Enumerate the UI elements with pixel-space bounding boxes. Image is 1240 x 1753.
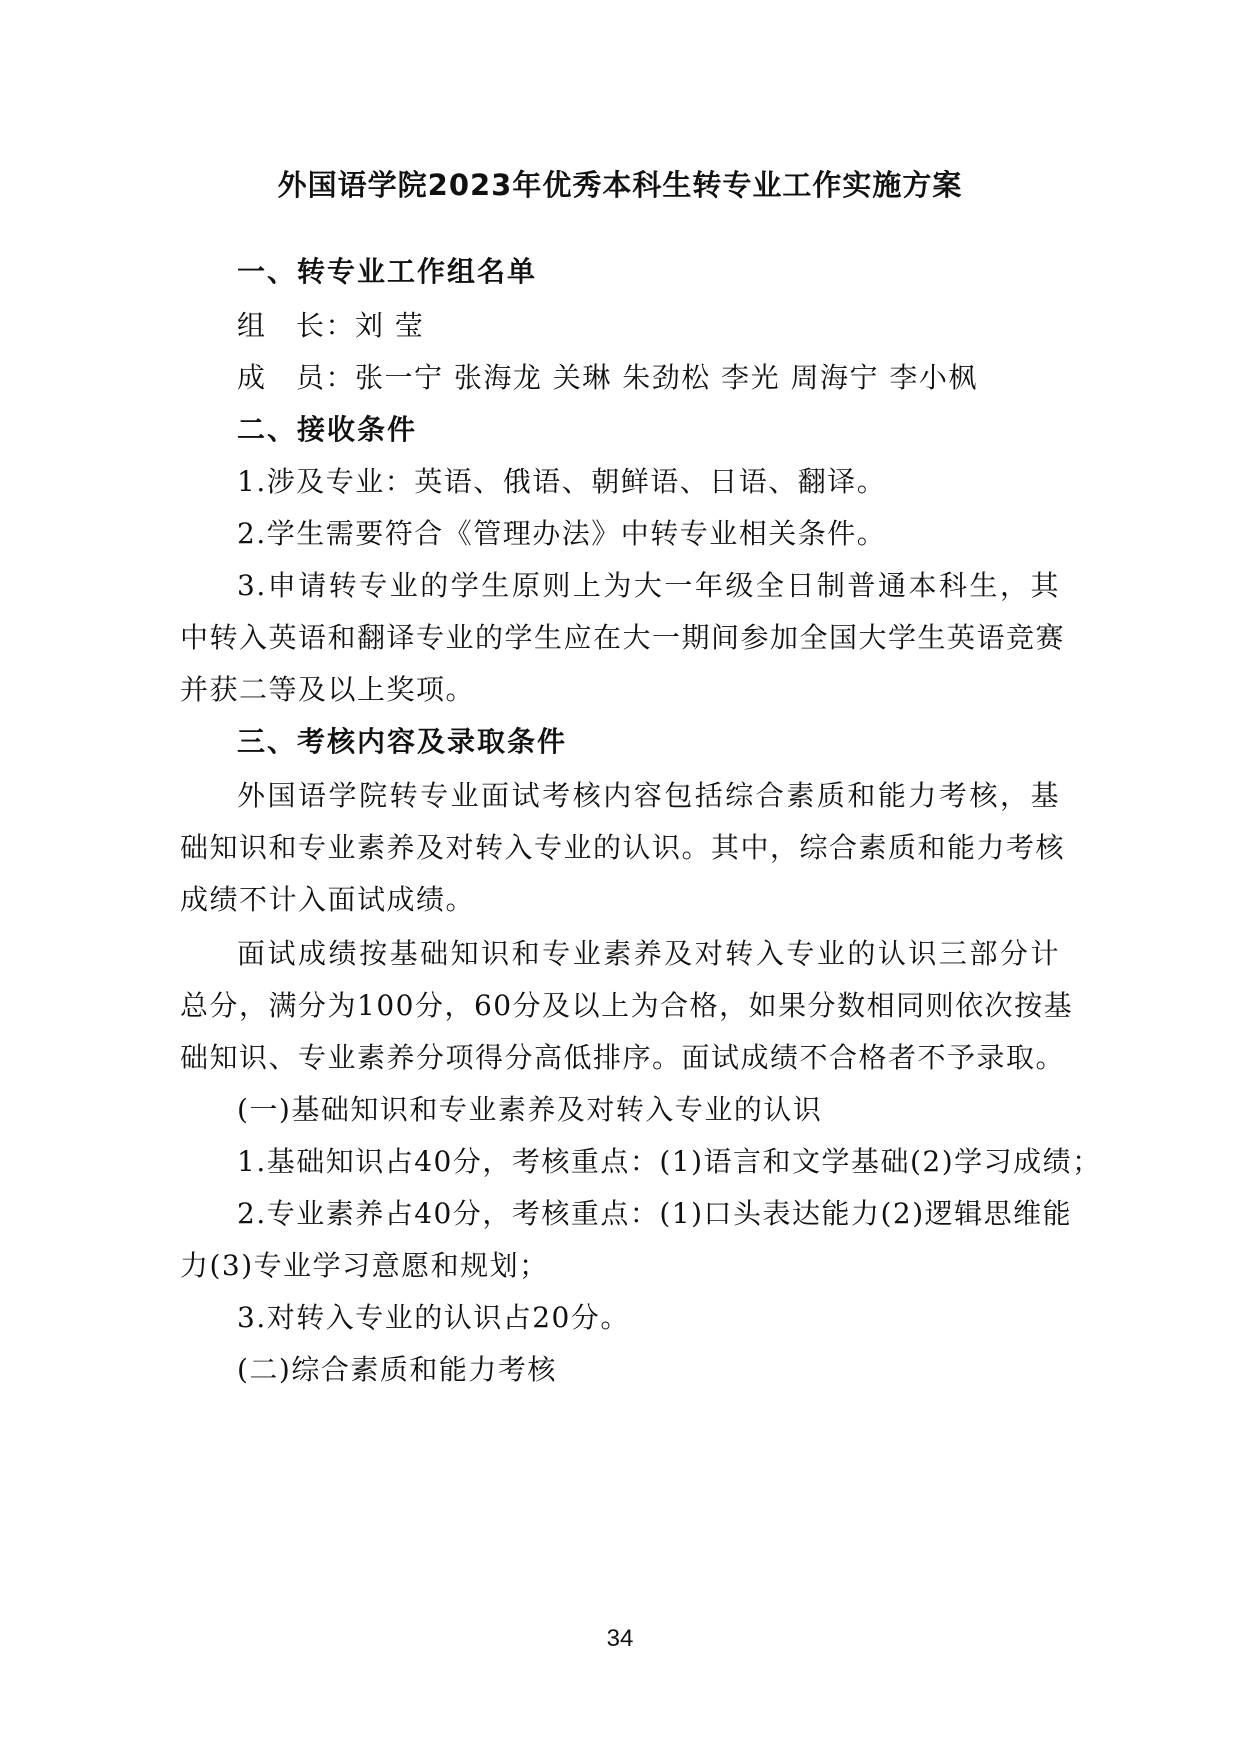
members-line: 成 员：张一宁 张海龙 关琳 朱劲松 李光 周海宁 李小枫 bbox=[237, 361, 978, 394]
section-1-heading: 一、转专业工作组名单 bbox=[237, 255, 538, 288]
document-title: 外国语学院2023年优秀本科生转专业工作实施方案 bbox=[277, 168, 963, 202]
subsection-1-item-2-line-1: 2.专业素养占40分，考核重点：(1)口头表达能力(2)逻辑思维能 bbox=[237, 1197, 1073, 1230]
subsection-1-item-1: 1.基础知识占40分，考核重点：(1)语言和文学基础(2)学习成绩； bbox=[237, 1145, 1102, 1178]
paragraph-2-line-3: 础知识、专业素养分项得分高低排序。面试成绩不合格者不予录取。 bbox=[180, 1041, 1066, 1074]
paragraph-1-line-2: 础知识和专业素养及对转入专业的认识。其中，综合素质和能力考核 bbox=[180, 831, 1066, 864]
paragraph-1-line-1: 外国语学院转专业面试考核内容包括综合素质和能力考核，基 bbox=[237, 779, 1060, 812]
subsection-1-item-3: 3.对转入专业的认识占20分。 bbox=[237, 1301, 630, 1334]
section-2-heading: 二、接收条件 bbox=[237, 413, 418, 446]
condition-item-2: 2.学生需要符合《管理办法》中转专业相关条件。 bbox=[237, 517, 887, 550]
condition-item-3-line-1: 3.申请转专业的学生原则上为大一年级全日制普通本科生，其 bbox=[237, 569, 1060, 602]
subsection-2-heading: (二)综合素质和能力考核 bbox=[237, 1353, 557, 1386]
condition-item-1: 1.涉及专业：英语、俄语、朝鲜语、日语、翻译。 bbox=[237, 465, 887, 498]
paragraph-2-line-1: 面试成绩按基础知识和专业素养及对转入专业的认识三部分计 bbox=[237, 937, 1060, 970]
page-number: 34 bbox=[606, 1625, 634, 1652]
paragraph-1-line-3: 成绩不计入面试成绩。 bbox=[180, 883, 476, 916]
paragraph-2-line-2: 总分，满分为100分，60分及以上为合格，如果分数相同则依次按基 bbox=[180, 989, 1074, 1022]
subsection-1-item-2-line-2: 力(3)专业学习意愿和规划； bbox=[180, 1249, 549, 1282]
section-3-heading: 三、考核内容及录取条件 bbox=[237, 725, 568, 758]
subsection-1-heading: (一)基础知识和专业素养及对转入专业的认识 bbox=[237, 1093, 823, 1126]
condition-item-3-line-3: 并获二等及以上奖项。 bbox=[180, 673, 476, 706]
leader-line: 组 长：刘 莹 bbox=[237, 309, 425, 342]
condition-item-3-line-2: 中转入英语和翻译专业的学生应在大一期间参加全国大学生英语竞赛 bbox=[180, 621, 1066, 654]
